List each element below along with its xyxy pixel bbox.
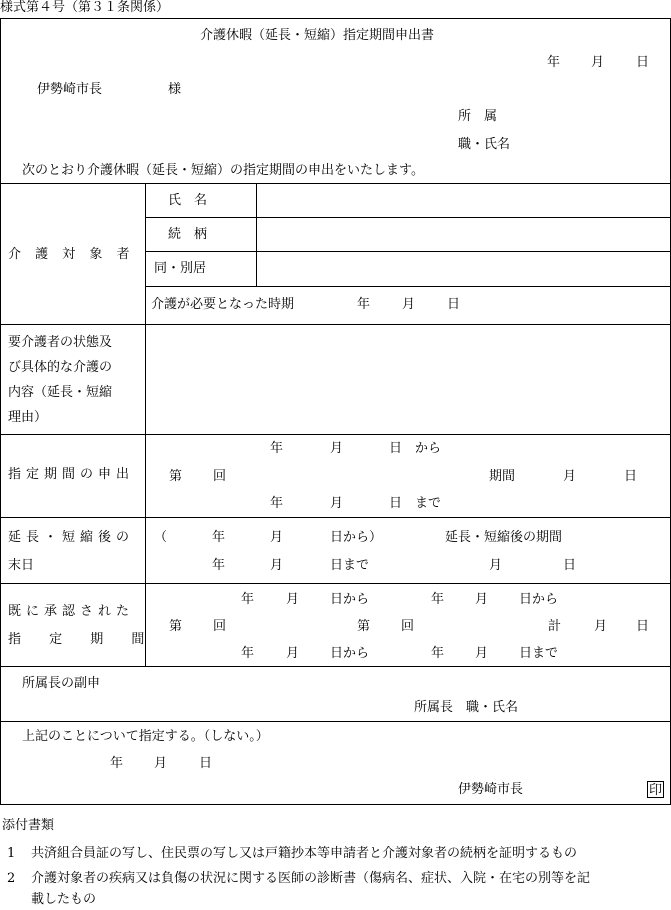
attachment-2-number: 2 bbox=[7, 871, 16, 886]
approved-2-to-year: 年 bbox=[431, 646, 445, 661]
condition-field[interactable] bbox=[146, 325, 671, 434]
divider bbox=[0, 434, 671, 435]
addressee: 伊勢崎市長 bbox=[37, 82, 103, 97]
approved-1-dai: 第 bbox=[169, 619, 183, 634]
approved-1-from-day: 日から bbox=[330, 592, 370, 607]
approved-2-dai: 第 bbox=[357, 619, 371, 634]
designated-from-month: 月 bbox=[330, 441, 344, 456]
relation-field[interactable] bbox=[257, 218, 671, 251]
end-date-month: 月 bbox=[270, 558, 284, 573]
header-year: 年 bbox=[547, 55, 561, 70]
form-number: 様式第４号（第３１条関係） bbox=[0, 0, 170, 15]
approved-2-from-year: 年 bbox=[431, 592, 445, 607]
header-day: 日 bbox=[636, 55, 650, 70]
seal-stamp: 印 bbox=[648, 783, 662, 798]
intro-text: 次のとおり介護休暇（延長・短縮）の指定期間の申出をいたします。 bbox=[22, 163, 424, 178]
end-date-period-tsuki: 月 bbox=[489, 558, 503, 573]
designated-hi: 日 bbox=[624, 469, 638, 484]
attachments-heading: 添付書類 bbox=[2, 818, 55, 833]
approved-2-to-day: 日まで bbox=[519, 646, 559, 661]
care-target-label: 介 護 対 象 者 bbox=[8, 247, 135, 262]
decision-year: 年 bbox=[110, 756, 124, 771]
name-label: 氏 名 bbox=[168, 193, 208, 208]
designated-to-month: 月 bbox=[330, 496, 344, 511]
condition-label-line4: 理由） bbox=[8, 410, 48, 425]
designated-tsuki: 月 bbox=[563, 469, 577, 484]
designated-kikan: 期間 bbox=[489, 469, 516, 484]
relation-label: 続 柄 bbox=[168, 227, 208, 242]
approved-total-hi: 日 bbox=[636, 619, 650, 634]
end-date-label-line1: 延長・短縮後の bbox=[8, 530, 135, 545]
approved-1-from-year: 年 bbox=[241, 592, 255, 607]
approved-total-tsuki: 月 bbox=[594, 619, 608, 634]
divider bbox=[0, 666, 671, 667]
approved-total-label: 計 bbox=[548, 619, 562, 634]
designated-period-label: 指定期間の申出 bbox=[8, 467, 135, 482]
position-name-label: 職・氏名 bbox=[458, 137, 511, 152]
divider bbox=[0, 517, 671, 518]
decision-text: 上記のことについて指定する。（しない。） bbox=[22, 729, 269, 744]
name-field[interactable] bbox=[257, 184, 671, 217]
decision-month: 月 bbox=[154, 756, 168, 771]
affiliation-label: 所 属 bbox=[458, 109, 498, 124]
end-date-period-label: 延長・短縮後の期間 bbox=[445, 530, 563, 545]
condition-label-line1: 要介護者の状態及 bbox=[8, 335, 113, 350]
end-date-label-line2: 末日 bbox=[8, 558, 35, 573]
divider bbox=[145, 286, 671, 287]
designated-to-day: 日 まで bbox=[389, 496, 442, 511]
addressee-honorific: 様 bbox=[168, 82, 182, 97]
designated-dai: 第 bbox=[169, 469, 183, 484]
cohabit-label: 同・別居 bbox=[154, 261, 207, 276]
approved-2-kai: 回 bbox=[401, 619, 415, 634]
approved-label-line2: 指 定 期 間 bbox=[8, 632, 157, 647]
end-date-before-year: 年 bbox=[212, 530, 226, 545]
designated-to-year: 年 bbox=[270, 496, 284, 511]
care-needed-time-label: 介護が必要となった時期 bbox=[151, 297, 295, 312]
designated-kai: 回 bbox=[213, 469, 227, 484]
header-month: 月 bbox=[591, 55, 605, 70]
divider bbox=[0, 721, 671, 722]
condition-label-line3: 内容（延長・短縮 bbox=[8, 385, 113, 400]
decision-mayor: 伊勢崎市長 bbox=[458, 782, 524, 797]
attachment-1-number: 1 bbox=[7, 846, 16, 861]
approved-1-to-month: 月 bbox=[286, 646, 300, 661]
attachment-1-text: 共済組合員証の写し、住民票の写し又は戸籍抄本等申請者と介護対象者の続柄を証明するもの bbox=[31, 846, 578, 861]
approved-1-from-month: 月 bbox=[286, 592, 300, 607]
end-date-before-month: 月 bbox=[270, 530, 284, 545]
approved-2-from-month: 月 bbox=[475, 592, 489, 607]
approved-2-from-day: 日から bbox=[519, 592, 559, 607]
supervisor-signature: 所属長 職・氏名 bbox=[414, 700, 519, 715]
divider bbox=[0, 583, 671, 584]
approved-label-line1: 既に承認された bbox=[8, 604, 135, 619]
end-date-before-day: 日から） bbox=[330, 530, 383, 545]
attachment-2-text-line1: 介護対象者の疾病又は負傷の状況に関する医師の診断書（傷病名、症状、入院・在宅の別等を記 bbox=[31, 871, 591, 886]
end-date-paren-open: （ bbox=[154, 530, 168, 545]
designated-from-year: 年 bbox=[270, 441, 284, 456]
attachment-2-text-line2: 載したもの bbox=[31, 892, 97, 907]
end-date-day: 日まで bbox=[330, 558, 370, 573]
end-date-period-hi: 日 bbox=[563, 558, 577, 573]
care-needed-day: 日 bbox=[447, 297, 461, 312]
cohabit-field[interactable] bbox=[257, 252, 671, 286]
care-needed-year: 年 bbox=[357, 297, 371, 312]
approved-1-kai: 回 bbox=[213, 619, 227, 634]
condition-label-line2: び具体的な介護の bbox=[8, 360, 113, 375]
approved-1-to-day: 日から bbox=[330, 646, 370, 661]
approved-1-to-year: 年 bbox=[241, 646, 255, 661]
form-title: 介護休暇（延長・短縮）指定期間申出書 bbox=[200, 28, 435, 43]
designated-from-day: 日 から bbox=[389, 441, 442, 456]
decision-day: 日 bbox=[199, 756, 213, 771]
approved-2-to-month: 月 bbox=[475, 646, 489, 661]
care-needed-month: 月 bbox=[402, 297, 416, 312]
supervisor-label: 所属長の副申 bbox=[22, 676, 101, 691]
end-date-year: 年 bbox=[212, 558, 226, 573]
